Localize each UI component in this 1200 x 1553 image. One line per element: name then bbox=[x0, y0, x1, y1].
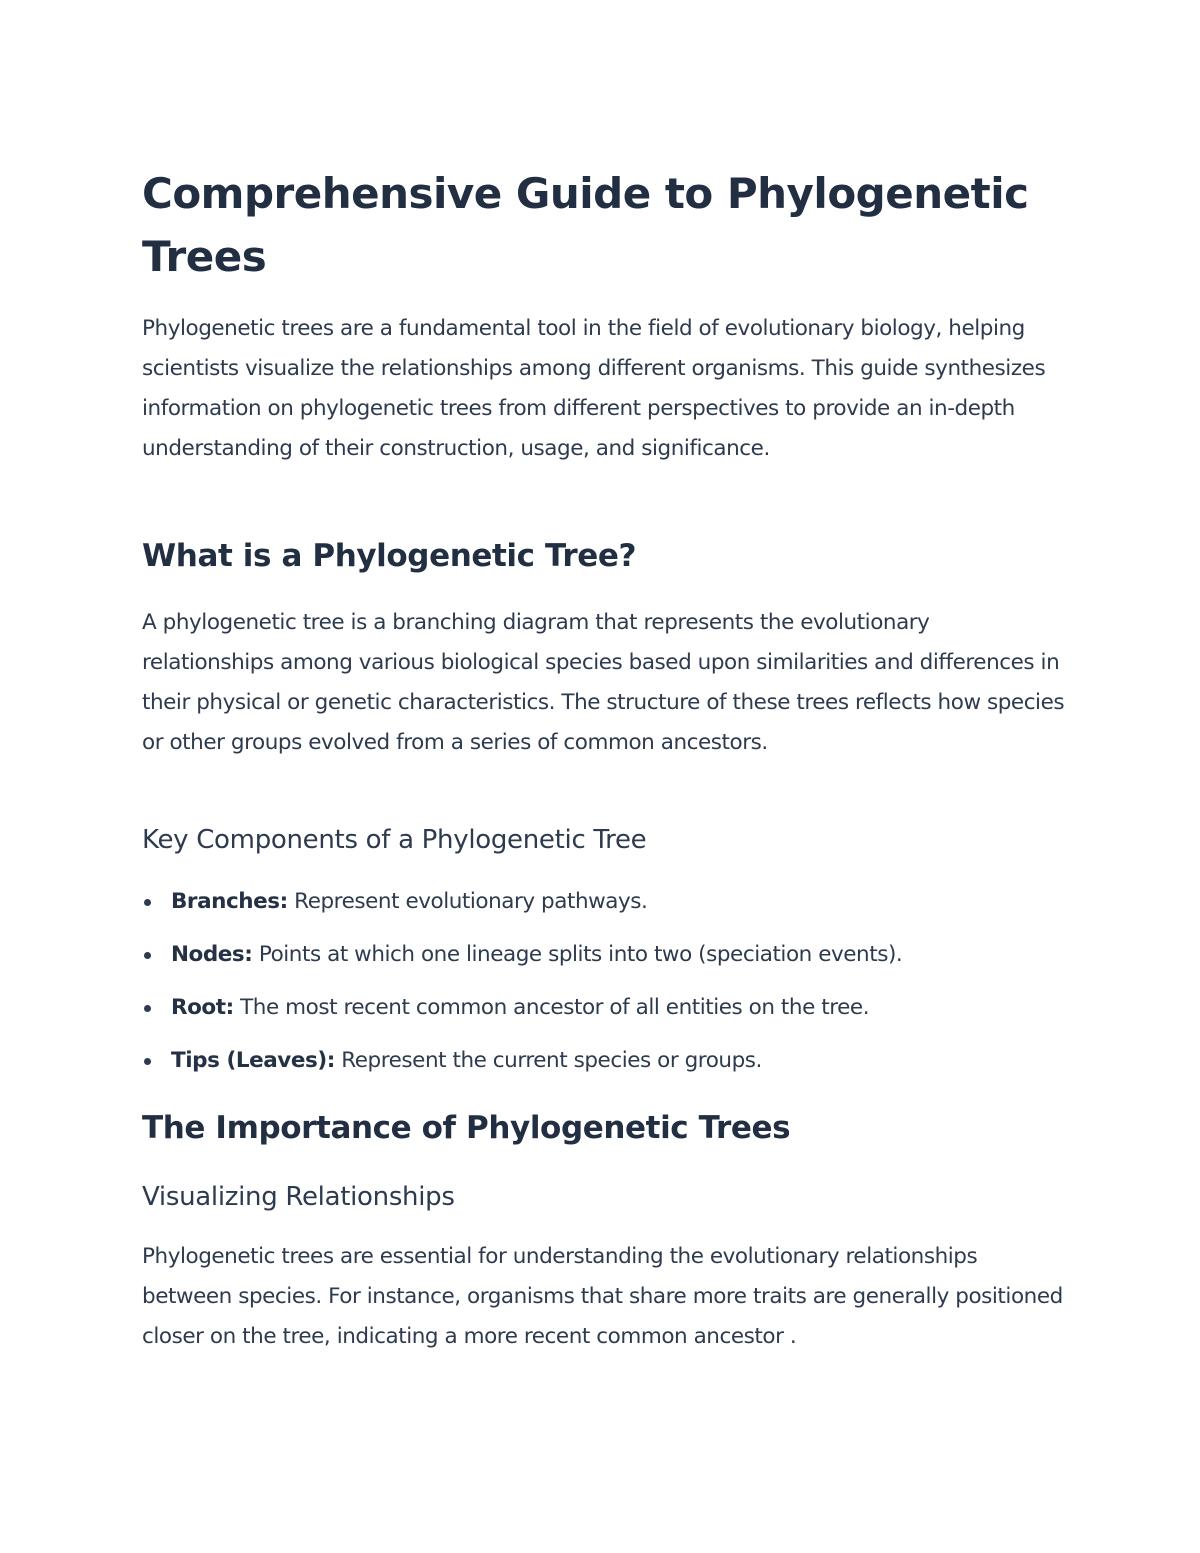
page-title: Comprehensive Guide to Phylogenetic Trees bbox=[142, 169, 1029, 281]
list-item bbox=[142, 882, 1072, 935]
section-heading-importance: The Importance of Phylogenetic Trees bbox=[142, 1110, 791, 1146]
list-item-text: Represent the current species or groups. bbox=[334, 1048, 762, 1073]
bullet-icon bbox=[144, 899, 151, 906]
subheading-key-components: Key Components of a Phylogenetic Tree bbox=[142, 825, 647, 855]
list-item-text: Represent evolutionary pathways. bbox=[287, 889, 648, 914]
bullet-icon bbox=[144, 952, 151, 959]
list-item bbox=[142, 988, 1072, 1041]
bullet-icon bbox=[144, 1058, 151, 1065]
list-item-term: Branches: bbox=[171, 889, 288, 914]
list-item-term: Nodes: bbox=[171, 942, 253, 967]
section-heading-what-is: What is a Phylogenetic Tree? bbox=[142, 538, 637, 574]
list-item-term: Tips (Leaves): bbox=[171, 1048, 335, 1073]
visualizing-paragraph: Phylogenetic trees are essential for understanding the evolutionary relationships between species. For instance, organisms that share more traits are generally positioned closer on the tree, indicating a more recent common ancestor . bbox=[142, 1244, 1063, 1349]
list-item-term: Root: bbox=[171, 995, 234, 1020]
list-item bbox=[142, 1041, 1072, 1094]
list-item bbox=[142, 935, 1072, 988]
components-list bbox=[142, 882, 1072, 1094]
list-item-text: Points at which one lineage splits into two (speciation events). bbox=[252, 942, 903, 967]
subheading-visualizing: Visualizing Relationships bbox=[142, 1182, 455, 1212]
bullet-icon bbox=[144, 1005, 151, 1012]
definition-paragraph: A phylogenetic tree is a branching diagram that represents the evolutionary relationships among various biological species based upon similarities and differences in their physical or genetic characteristics. The structure of these trees reflects how species or other groups evolved from a series of common ancestors. bbox=[142, 610, 1065, 755]
intro-paragraph: Phylogenetic trees are a fundamental tool in the field of evolutionary biology, helping scientists visualize the relationships among different organisms. This guide synthesizes information on phylogenetic trees from different perspectives to provide an in-depth understanding of their construction, usage, and significance. bbox=[142, 316, 1046, 461]
list-item-text: The most recent common ancestor of all entities on the tree. bbox=[233, 995, 870, 1020]
